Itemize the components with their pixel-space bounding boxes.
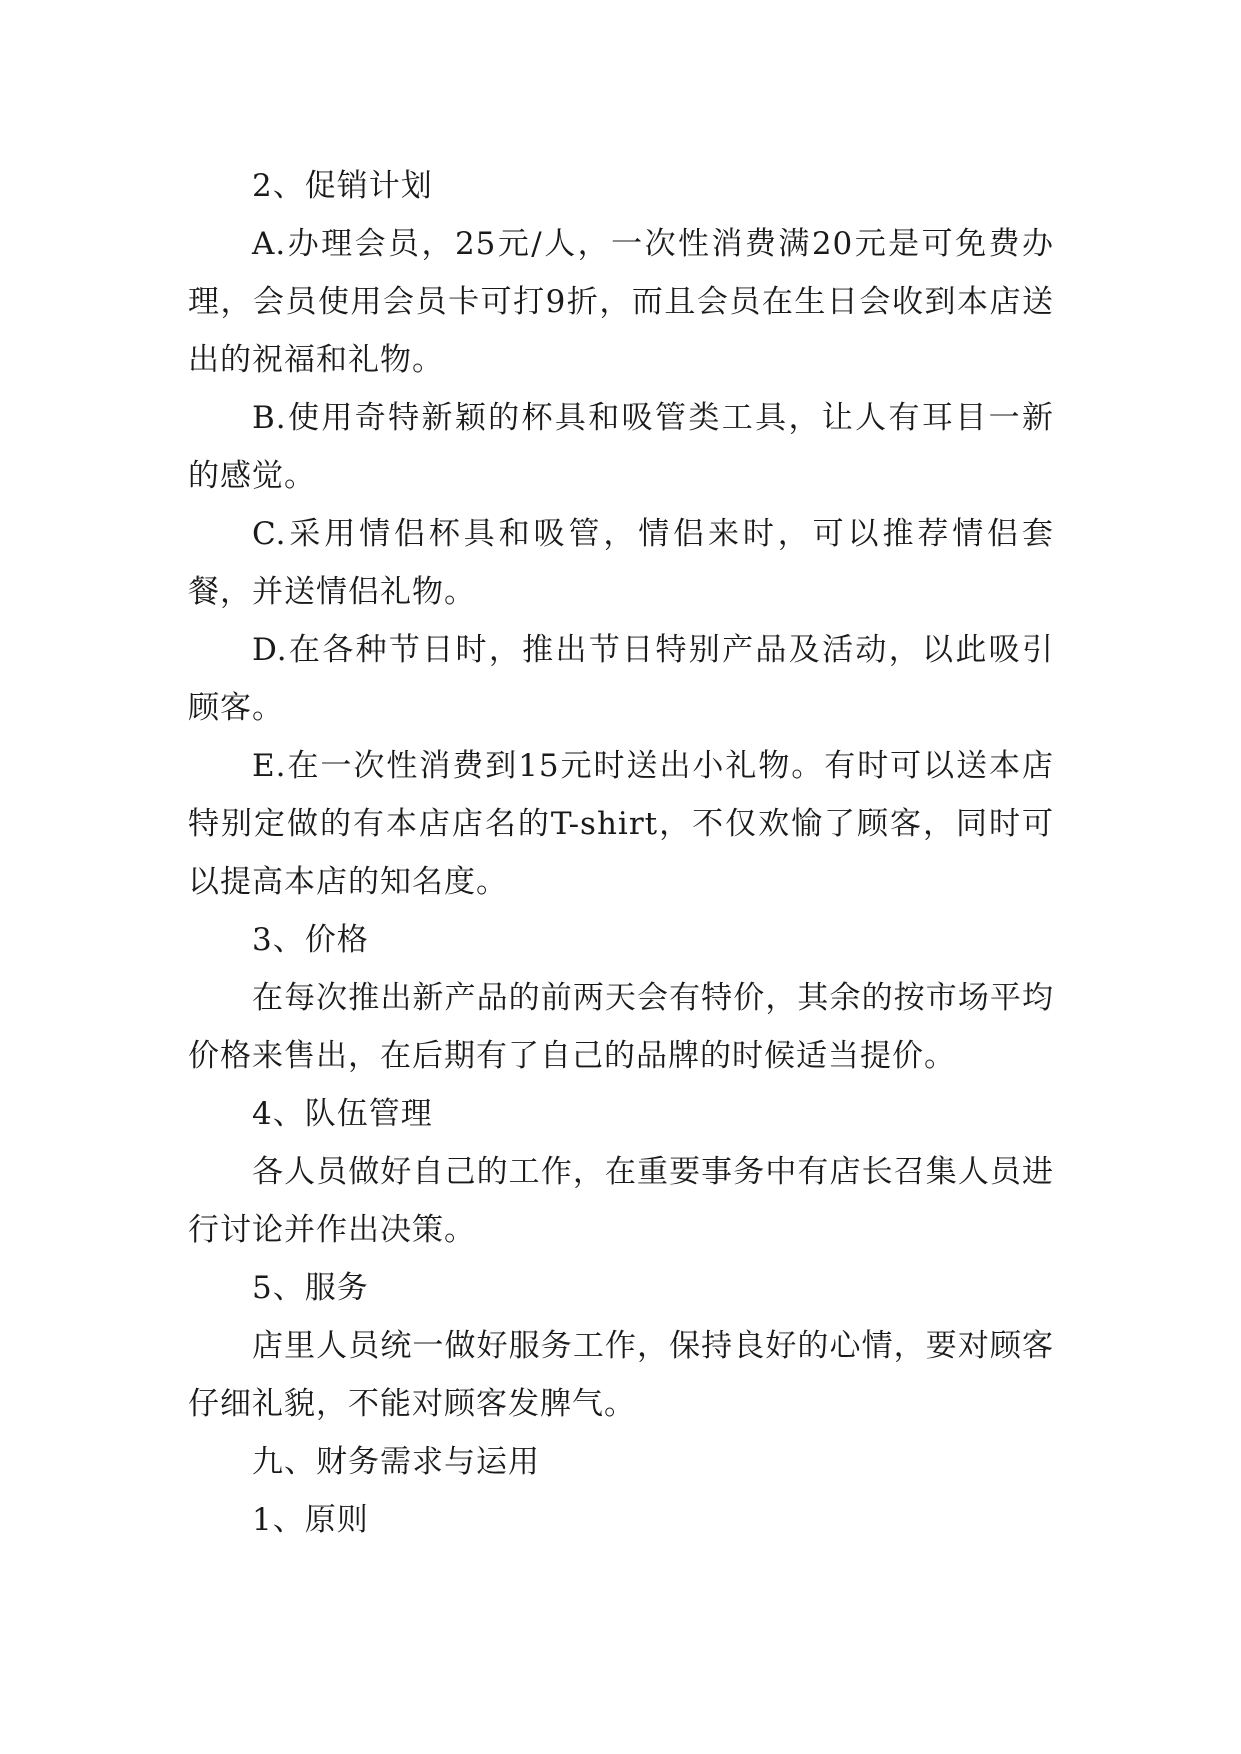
paragraph-membership: A.办理会员，25元/人，一次性消费满20元是可免费办理，会员使用会员卡可打9折，而且会员在生日会收到本店送出的祝福和礼物。 [188,226,1054,378]
document-page [188,157,1054,1549]
paragraph-pricing: 在每次推出新产品的前两天会有特价，其余的按市场平均价格来售出，在后期有了自己的品牌的时候适当提价。 [188,980,1054,1074]
section-heading-price: 3、价格 [252,922,369,958]
paragraph-holiday-events: D.在各种节日时，推出节日特别产品及活动，以此吸引顾客。 [188,632,1054,726]
section-heading-promotion-plan: 2、促销计划 [252,168,433,204]
section-heading-team-management: 4、队伍管理 [252,1096,433,1132]
chapter-heading-finance: 九、财务需求与运用 [252,1444,540,1480]
section-heading-principles: 1、原则 [252,1502,369,1538]
section-heading-service: 5、服务 [252,1270,369,1306]
paragraph-team-management: 各人员做好自己的工作，在重要事务中有店长召集人员进行讨论并作出决策。 [188,1154,1054,1248]
paragraph-novel-tableware: B.使用奇特新颖的杯具和吸管类工具，让人有耳目一新的感觉。 [188,400,1054,494]
paragraph-small-gifts: E.在一次性消费到15元时送出小礼物。有时可以送本店特别定做的有本店店名的T-shirt，不仅欢愉了顾客，同时可以提高本店的知名度。 [188,748,1054,900]
paragraph-couple-set: C.采用情侣杯具和吸管，情侣来时，可以推荐情侣套餐，并送情侣礼物。 [188,516,1054,610]
paragraph-service: 店里人员统一做好服务工作，保持良好的心情，要对顾客仔细礼貌，不能对顾客发脾气。 [188,1328,1054,1422]
